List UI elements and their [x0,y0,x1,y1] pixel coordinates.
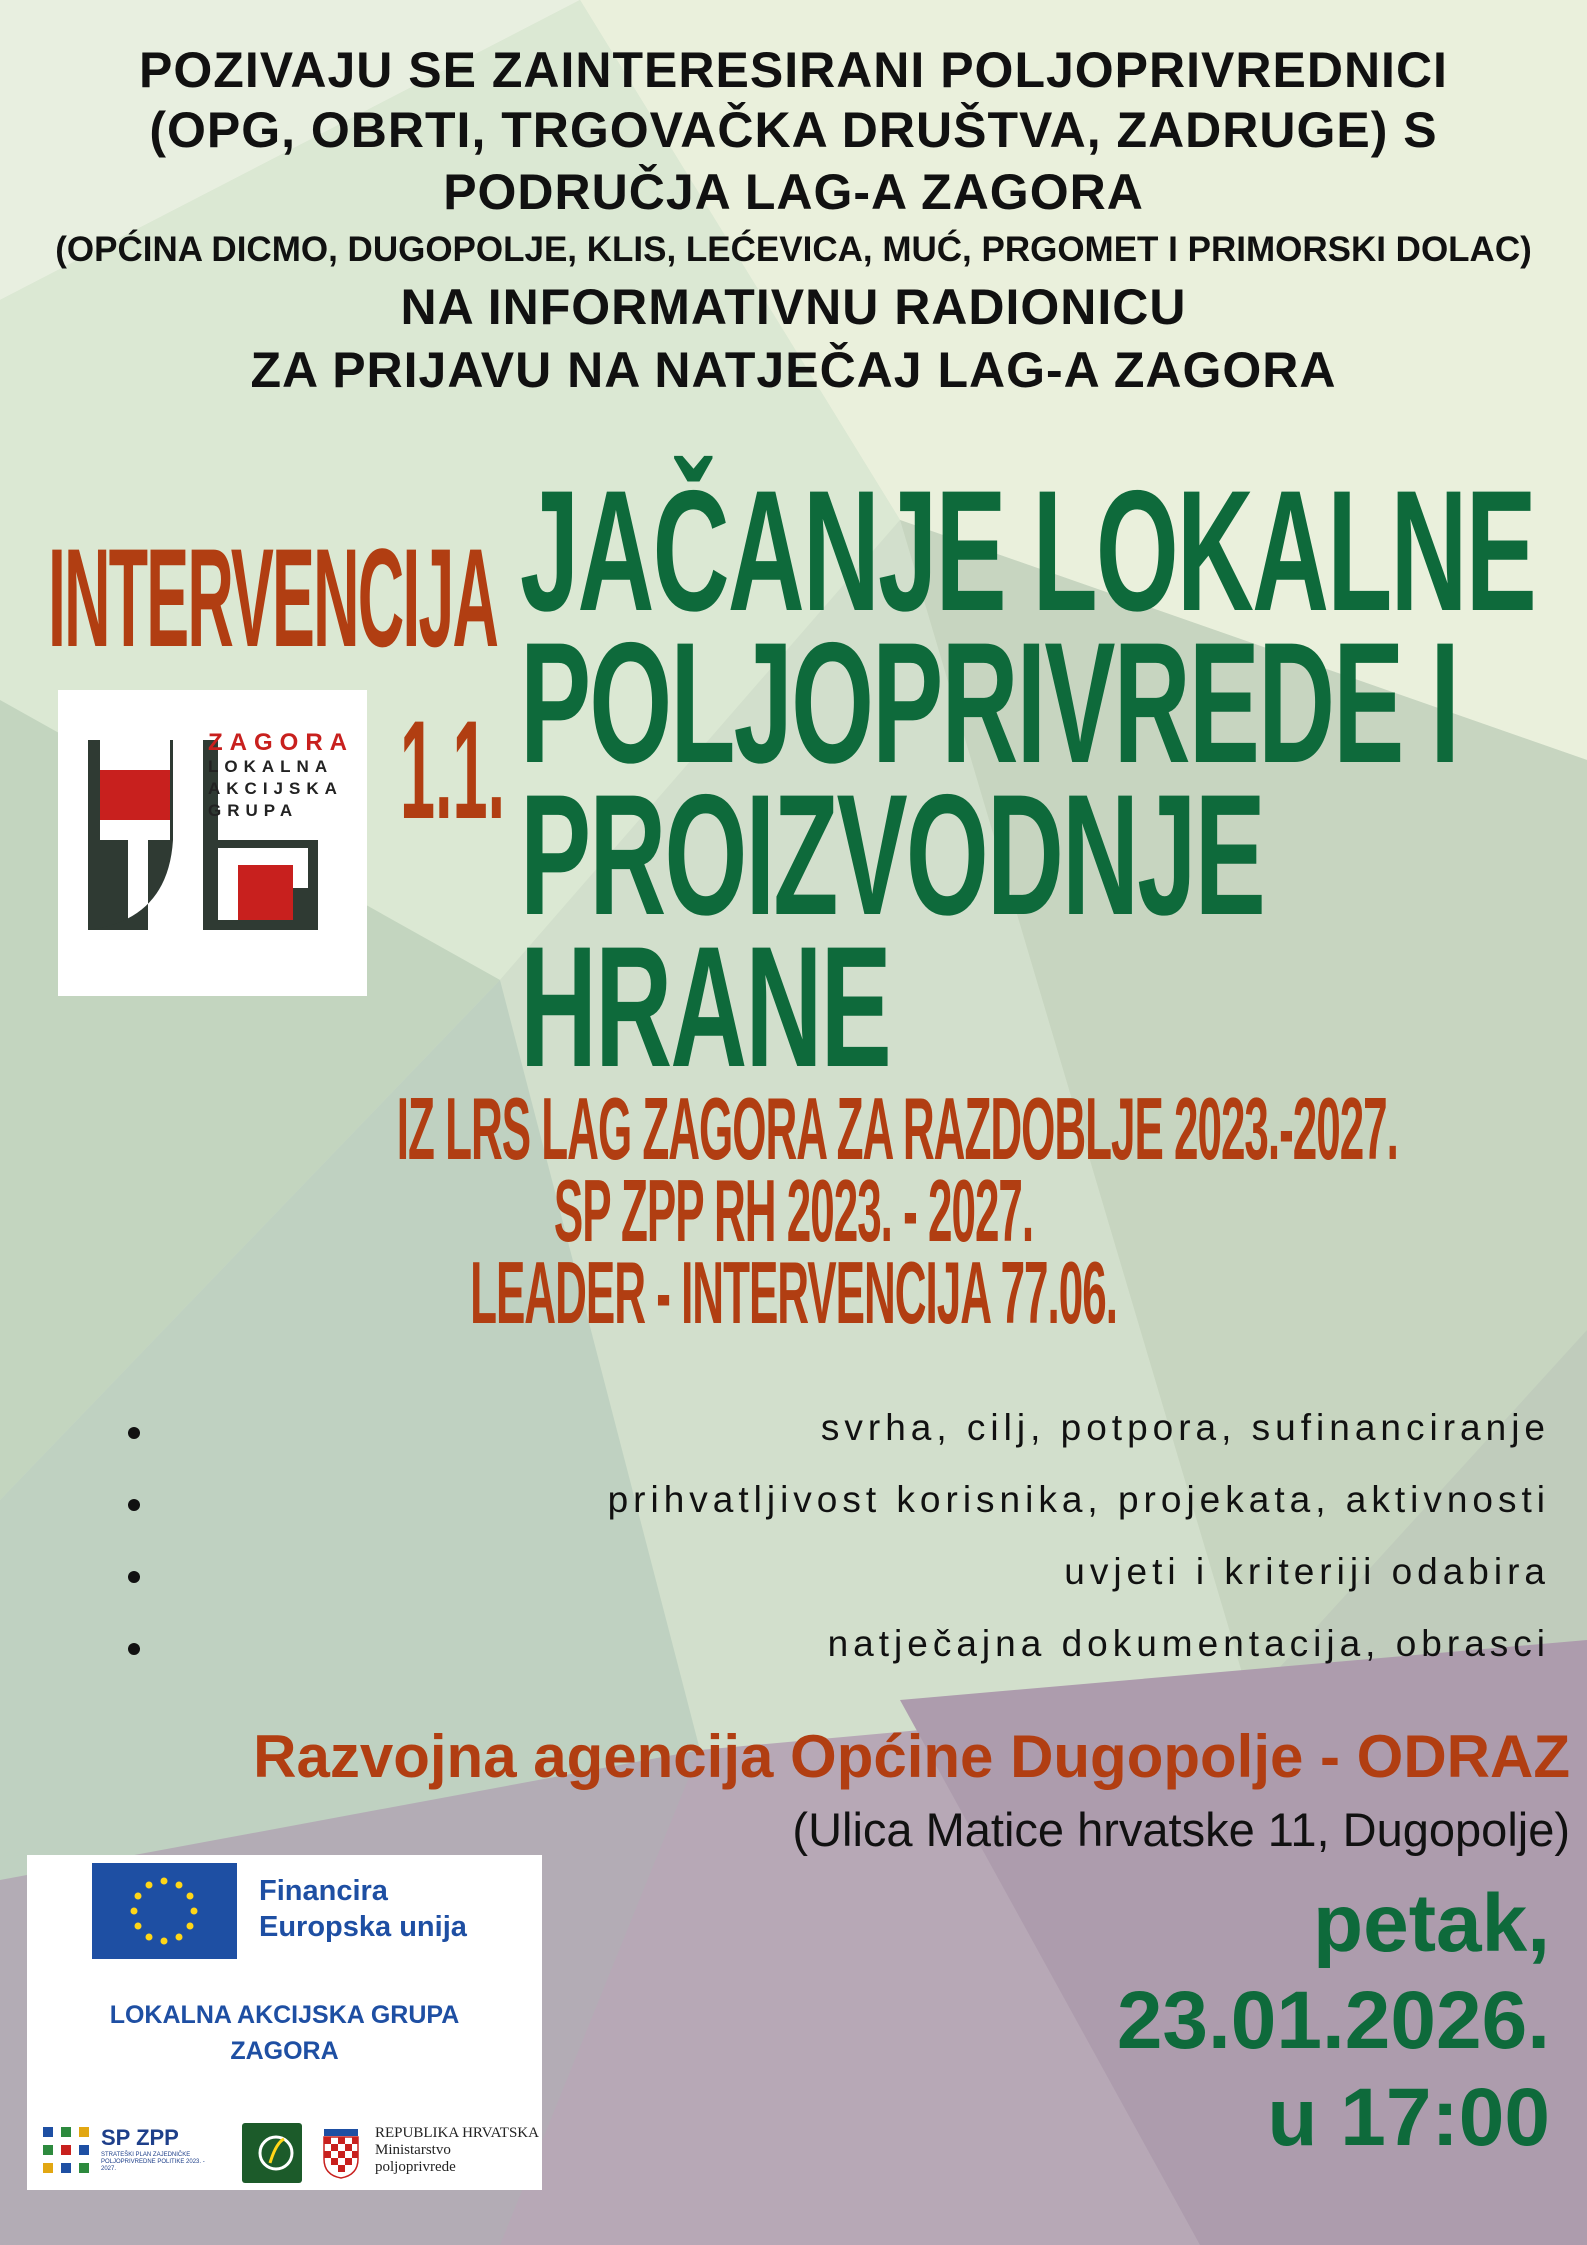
list-item [120,1479,1550,1551]
sp-zpp-pattern-icon [41,2125,91,2175]
event-time: u 17:00 [1267,2072,1550,2163]
subtitle-line-3: LEADER - INTERVENCIJA 77.06. [470,1243,1117,1342]
bullet-icon [128,1427,140,1439]
list-item-text: uvjeti i kriteriji odabira [1064,1551,1550,1592]
sp-zpp-logo [41,2125,205,2181]
venue-address: (Ulica Matice hrvatske 11, Dugopolje) [792,1803,1570,1856]
topics-list [120,1407,1550,1695]
event-date: 23.01.2026. [1116,1975,1550,2066]
ministry-line-2: Ministarstvo [375,2142,451,2158]
intervention-word: INTERVENCIJA [48,519,498,676]
eu-flag-icon [92,1863,237,1959]
header-line-5: NA INFORMATIVNU RADIONICU [400,279,1187,335]
list-item-text: natječajna dokumentacija, obrasci [827,1623,1550,1664]
logo-line-2: LOKALNA [208,757,334,776]
header-line-2: (OPG, OBRTI, TRGOVAČKA DRUŠTVA, ZADRUGE) S [149,102,1438,158]
header-line-1: POZIVAJU SE ZAINTERESIRANI POLJOPRIVREDNICI [139,42,1448,98]
eu-line-2: Europska unija [259,1911,467,1943]
header-line-6: ZA PRIJAVU NA NATJEČAJ LAG-A ZAGORA [250,342,1337,398]
list-item [120,1551,1550,1623]
title-line-1: JAČANJE LOKALNE [520,455,1535,647]
header [0,40,1587,402]
lag-line-2: ZAGORA [230,2037,339,2065]
event-datetime [1000,1875,1550,2166]
ministry-line-1: REPUBLIKA HRVATSKA [375,2125,539,2141]
subtitle-line-1: IZ LRS LAG ZAGORA ZA RAZDOBLJE 2023.-2027. [396,1079,1398,1178]
subtitle [0,1079,1587,1342]
ministry-line-3: poljoprivrede [375,2159,456,2175]
logo-line-4: GRUPA [208,801,299,820]
sp-zpp-small-text: STRATEŠKI PLAN ZAJEDNIČKE POLJOPRIVREDNE POLITIKE 2023. - 2027. [101,2152,205,2172]
bullet-icon [128,1571,140,1583]
bullet-icon [128,1499,140,1511]
eu-funding-label [259,1873,467,1945]
leader-logo-icon [242,2123,302,2183]
sp-zpp-label: SP ZPP [101,2125,179,2150]
lag-name [27,1997,542,2069]
main-title [520,455,1535,1103]
lag-zagora-logo [58,690,367,996]
bullet-icon [128,1643,140,1655]
title-line-3: PROIZVODNJE [520,759,1264,951]
header-line-3: PODRUČJA LAG-A ZAGORA [443,164,1144,220]
logo-text [208,730,354,822]
ministry-label [375,2125,539,2176]
croatian-coat-of-arms-icon [322,2127,360,2179]
list-item [120,1407,1550,1479]
funding-logos [27,1855,542,2190]
intervention-number: 1.1. [400,691,506,848]
list-item-text: svrha, cilj, potpora, sufinanciranje [820,1407,1550,1448]
eu-line-1: Financira [259,1875,388,1907]
logo-line-3: AKCIJSKA [208,779,343,798]
subtitle-line-2: SP ZPP RH 2023. - 2027. [553,1161,1034,1260]
lag-line-1: LOKALNA AKCIJSKA GRUPA [109,2001,460,2029]
event-day: petak, [1313,1878,1550,1969]
title-line-2: POLJOPRIVREDE I [520,607,1459,799]
title-line-4: HRANE [520,911,890,1103]
logo-line-1: ZAGORA [208,729,354,756]
list-item-text: prihvatljivost korisnika, projekata, aktivnosti [607,1479,1550,1520]
list-item [120,1623,1550,1695]
header-municipalities: (OPĆINA DICMO, DUGOPOLJE, KLIS, LEĆEVICA, MUĆ, PRGOMET I PRIMORSKI DOLAC) [55,230,1532,269]
venue-name: Razvojna agencija Općine Dugopolje - ODRAZ [253,1723,1570,1790]
